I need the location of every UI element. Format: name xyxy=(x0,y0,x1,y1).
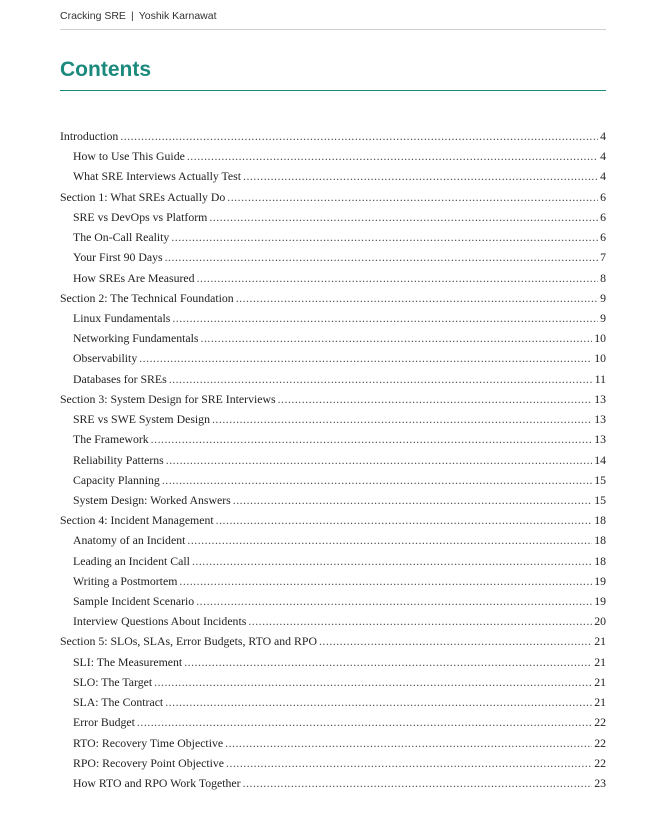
toc-entry-title: The Framework xyxy=(73,432,149,447)
toc-page-number: 14 xyxy=(594,452,606,467)
toc-entry-title: What SRE Interviews Actually Test xyxy=(73,169,242,184)
dot-leader xyxy=(243,773,593,793)
dot-leader xyxy=(162,470,592,490)
toc-entry-title: Section 5: SLOs, SLAs, Error Budgets, RTO and RPO xyxy=(60,634,317,649)
toc-page-number: 4 xyxy=(600,129,606,143)
toc-entry-title: RPO: Recovery Point Objective xyxy=(73,755,225,770)
dot-leader xyxy=(196,591,592,611)
toc-entry-title: Section 2: The Technical Foundation xyxy=(60,290,234,305)
toc-subsection-entry[interactable] xyxy=(60,409,606,429)
toc-section-entry[interactable] xyxy=(60,126,606,146)
toc-subsection-entry[interactable] xyxy=(60,348,606,368)
toc-section-entry[interactable] xyxy=(60,510,606,530)
toc-subsection-entry[interactable] xyxy=(60,429,606,449)
toc-entry-title: Networking Fundamentals xyxy=(73,331,199,346)
toc-subsection-entry[interactable] xyxy=(60,591,606,611)
toc-entry-title: Writing a Postmortem xyxy=(73,573,178,588)
dot-leader xyxy=(137,712,592,732)
dot-leader xyxy=(151,429,593,449)
toc-subsection-entry[interactable] xyxy=(60,490,606,510)
dot-leader xyxy=(179,571,592,591)
dot-leader xyxy=(139,348,592,368)
toc-entry-title: Capacity Planning xyxy=(73,472,160,487)
toc-page-number: 18 xyxy=(594,533,606,548)
toc-page-number: 6 xyxy=(600,209,606,224)
toc-subsection-entry[interactable] xyxy=(60,692,606,712)
dot-leader xyxy=(319,631,592,651)
dot-leader xyxy=(165,247,599,267)
toc-page-number: 22 xyxy=(594,735,606,750)
toc-entry-title: Sample Incident Scenario xyxy=(73,594,195,609)
toc-entry-title: The On-Call Reality xyxy=(73,230,170,245)
dot-leader xyxy=(227,187,598,207)
dot-leader xyxy=(233,490,592,510)
toc-subsection-entry[interactable] xyxy=(60,530,606,550)
toc-entry-title: RTO: Recovery Time Objective xyxy=(73,735,224,750)
dot-leader xyxy=(166,450,592,470)
toc-page-number: 19 xyxy=(594,573,606,588)
toc-page-number: 13 xyxy=(594,412,606,427)
toc-entry-title: Interview Questions About Incidents xyxy=(73,614,247,629)
dot-leader xyxy=(248,611,592,631)
toc-entry-title: SRE vs SWE System Design xyxy=(73,412,210,427)
dot-leader xyxy=(184,652,592,672)
toc-page-number: 6 xyxy=(600,189,606,204)
toc-entry-title: Section 1: What SREs Actually Do xyxy=(60,189,226,204)
toc-subsection-entry[interactable] xyxy=(60,672,606,692)
toc-subsection-entry[interactable] xyxy=(60,450,606,470)
table-of-contents xyxy=(60,126,606,793)
toc-page-number: 18 xyxy=(594,553,606,568)
toc-page-number: 22 xyxy=(594,755,606,770)
toc-entry-title: SLI: The Measurement xyxy=(73,654,183,669)
toc-subsection-entry[interactable] xyxy=(60,733,606,753)
toc-page-number: 11 xyxy=(594,371,606,386)
toc-subsection-entry[interactable] xyxy=(60,166,606,186)
toc-entry-title: Anatomy of an Incident xyxy=(73,533,186,548)
toc-subsection-entry[interactable] xyxy=(60,611,606,631)
toc-subsection-entry[interactable] xyxy=(60,328,606,348)
toc-page-number: 21 xyxy=(594,695,606,710)
toc-entry-title: Observability xyxy=(73,351,138,366)
toc-entry-title: Reliability Patterns xyxy=(73,452,164,467)
toc-page-number: 19 xyxy=(594,594,606,609)
toc-entry-title: Section 4: Incident Management xyxy=(60,513,214,528)
toc-page-number: 9 xyxy=(600,290,606,305)
toc-section-entry[interactable] xyxy=(60,631,606,651)
toc-page-number: 20 xyxy=(594,614,606,629)
toc-page-number: 8 xyxy=(600,270,606,285)
toc-entry-title: SLO: The Target xyxy=(73,674,153,689)
toc-section-entry[interactable] xyxy=(60,389,606,409)
toc-subsection-entry[interactable] xyxy=(60,712,606,732)
dot-leader xyxy=(169,369,593,389)
dot-leader xyxy=(201,328,593,348)
toc-page-number: 15 xyxy=(594,472,606,487)
toc-subsection-entry[interactable] xyxy=(60,753,606,773)
toc-entry-title: Leading an Incident Call xyxy=(73,553,190,568)
dot-leader xyxy=(165,692,592,712)
dot-leader xyxy=(171,227,598,247)
toc-page-number: 6 xyxy=(600,230,606,245)
dot-leader xyxy=(172,308,598,328)
toc-entry-title: How RTO and RPO Work Together xyxy=(73,776,241,790)
toc-entry-title: How to Use This Guide xyxy=(73,149,185,164)
toc-entry-title: How SREs Are Measured xyxy=(73,270,195,285)
toc-subsection-entry[interactable] xyxy=(60,207,606,227)
toc-subsection-entry[interactable] xyxy=(60,146,606,166)
dot-leader xyxy=(120,126,598,146)
toc-page-number: 13 xyxy=(594,432,606,447)
toc-page-number: 23 xyxy=(594,776,606,790)
dot-leader xyxy=(187,530,592,550)
toc-entry-title: Linux Fundamentals xyxy=(73,310,171,325)
toc-subsection-entry[interactable] xyxy=(60,551,606,571)
toc-entry-title: SLA: The Contract xyxy=(73,695,164,710)
toc-entry-title: SRE vs DevOps vs Platform xyxy=(73,209,208,224)
toc-subsection-entry[interactable] xyxy=(60,369,606,389)
toc-entry-title: Databases for SREs xyxy=(73,371,167,386)
toc-entry-title: System Design: Worked Answers xyxy=(73,492,231,507)
dot-leader xyxy=(243,166,598,186)
dot-leader xyxy=(236,288,598,308)
toc-page-number: 13 xyxy=(594,391,606,406)
dot-leader xyxy=(197,268,599,288)
toc-subsection-entry[interactable] xyxy=(60,571,606,591)
toc-entry-title: Introduction xyxy=(60,129,119,143)
toc-subsection-entry[interactable] xyxy=(60,470,606,490)
toc-subsection-entry[interactable] xyxy=(60,247,606,267)
toc-page-number: 21 xyxy=(594,674,606,689)
dot-leader xyxy=(209,207,598,227)
toc-entry-title: Section 3: System Design for SRE Interviews xyxy=(60,391,276,406)
dot-leader xyxy=(278,389,593,409)
toc-page-number: 7 xyxy=(600,250,606,265)
toc-subsection-entry[interactable] xyxy=(60,773,606,793)
toc-subsection-entry[interactable] xyxy=(60,227,606,247)
dot-leader xyxy=(226,753,592,773)
toc-page-number: 21 xyxy=(594,654,606,669)
toc-subsection-entry[interactable] xyxy=(60,652,606,672)
toc-page-number: 10 xyxy=(594,331,606,346)
book-title: Cracking SRE xyxy=(60,10,126,22)
toc-subsection-entry[interactable] xyxy=(60,268,606,288)
running-header xyxy=(60,0,606,30)
toc-entry-title: Error Budget xyxy=(73,715,135,730)
toc-entry-title: Your First 90 Days xyxy=(73,250,163,265)
toc-subsection-entry[interactable] xyxy=(60,308,606,328)
dot-leader xyxy=(187,146,598,166)
toc-page-number: 10 xyxy=(594,351,606,366)
dot-leader xyxy=(154,672,592,692)
toc-page-number: 4 xyxy=(600,169,606,184)
toc-page-number: 9 xyxy=(600,310,606,325)
dot-leader xyxy=(216,510,593,530)
toc-page-number: 15 xyxy=(594,492,606,507)
header-separator: | xyxy=(130,10,134,22)
toc-page-number: 4 xyxy=(600,149,606,164)
dot-leader xyxy=(225,733,592,753)
dot-leader xyxy=(212,409,592,429)
toc-page-number: 18 xyxy=(594,513,606,528)
toc-section-entry[interactable] xyxy=(60,187,606,207)
toc-page-number: 21 xyxy=(594,634,606,649)
toc-section-entry[interactable] xyxy=(60,288,606,308)
author-name: Yoshik Karnawat xyxy=(138,10,217,22)
page-title: Contents xyxy=(60,56,606,91)
toc-page-number: 22 xyxy=(594,715,606,730)
dot-leader xyxy=(192,551,592,571)
